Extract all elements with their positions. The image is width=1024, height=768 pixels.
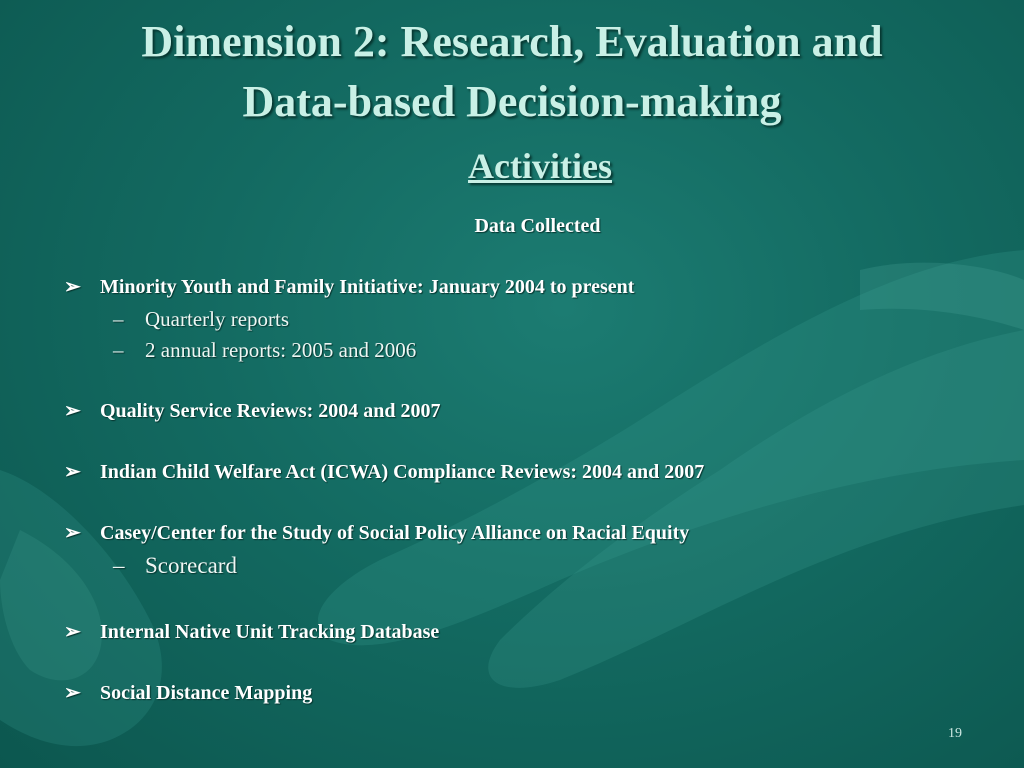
list-item-text: Indian Child Welfare Act (ICWA) Compliance Reviews: 2004 and 2007: [100, 461, 705, 483]
dash-bullet-icon: –: [113, 307, 124, 331]
list-item: [64, 459, 704, 485]
list-item: [64, 398, 441, 424]
list-item-text: Casey/Center for the Study of Social Policy Alliance on Racial Equity: [100, 522, 690, 544]
sub-list-item: [113, 336, 416, 364]
sub-list-item: [113, 305, 289, 333]
sub-list-item-text: Quarterly reports: [145, 307, 290, 331]
arrow-bullet-icon: ➢: [64, 621, 81, 643]
list-item: [64, 619, 439, 645]
slide-title-line-1: Dimension 2: Research, Evaluation and: [141, 17, 883, 66]
list-item-text: Minority Youth and Family Initiative: January 2004 to present: [100, 276, 635, 298]
page-number: 19: [948, 726, 962, 741]
section-heading: Data Collected: [474, 215, 601, 237]
list-item-text: Quality Service Reviews: 2004 and 2007: [100, 400, 441, 422]
list-item: [64, 520, 689, 546]
sub-list-item-text: 2 annual reports: 2005 and 2006: [145, 338, 417, 362]
list-item-text: Internal Native Unit Tracking Database: [100, 621, 440, 643]
list-item: [64, 680, 312, 706]
sub-list-item-text: Scorecard: [145, 553, 237, 578]
list-item: [64, 274, 634, 300]
slide-title: [0, 12, 1024, 132]
arrow-bullet-icon: ➢: [64, 461, 81, 483]
dash-bullet-icon: –: [113, 338, 124, 362]
arrow-bullet-icon: ➢: [64, 276, 81, 298]
list-item-text: Social Distance Mapping: [100, 682, 313, 704]
sub-list-item: [113, 552, 237, 580]
slide-title-line-2: Data-based Decision-making: [242, 77, 782, 126]
arrow-bullet-icon: ➢: [64, 682, 81, 704]
dash-bullet-icon: –: [113, 553, 125, 578]
arrow-bullet-icon: ➢: [64, 522, 81, 544]
arrow-bullet-icon: ➢: [64, 400, 81, 422]
slide-subtitle: Activities: [468, 146, 612, 186]
